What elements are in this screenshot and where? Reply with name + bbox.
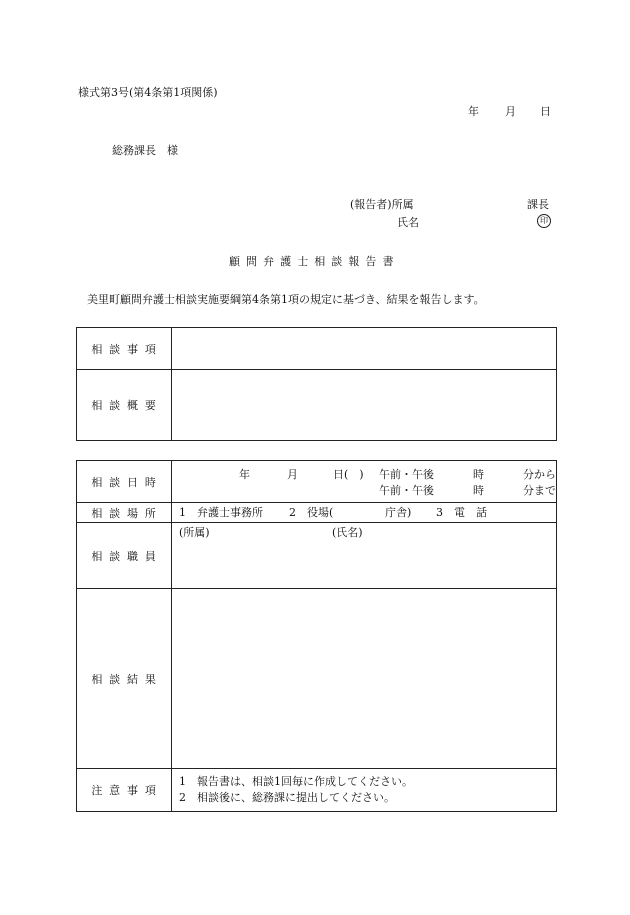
form-number: 様式第3号(第4条第1項関係) bbox=[78, 86, 218, 99]
result-field[interactable] bbox=[172, 589, 557, 769]
place-option-law-office[interactable]: 1 弁護士事務所 bbox=[179, 506, 263, 519]
addressee: 総務課長 様 bbox=[112, 144, 178, 157]
place-option-town-hall-end: 庁舎) bbox=[385, 506, 412, 519]
date-month-label: 月 bbox=[505, 105, 516, 118]
date-day-label: 日 bbox=[540, 105, 551, 118]
summary-label: 相談概要 bbox=[77, 370, 172, 441]
staff-name-label: (氏名) bbox=[332, 526, 363, 539]
consultation-detail-table bbox=[76, 460, 557, 812]
hour-start: 時 bbox=[473, 468, 484, 481]
note-2: 2 相談後に、総務課に提出してください。 bbox=[179, 791, 395, 804]
minute-to: 分まで bbox=[523, 484, 556, 497]
notes-field bbox=[172, 769, 557, 812]
document-title: 顧問弁護士相談報告書 bbox=[229, 255, 400, 268]
ampm-start: 午前・午後 bbox=[379, 468, 434, 481]
dt-year: 年 bbox=[239, 468, 250, 481]
subject-label: 相談事項 bbox=[77, 328, 172, 370]
place-field[interactable] bbox=[172, 503, 557, 523]
datetime-label: 相談日時 bbox=[77, 461, 172, 503]
subject-field[interactable] bbox=[172, 328, 557, 370]
date-year-label: 年 bbox=[468, 105, 479, 118]
staff-label: 相談職員 bbox=[77, 523, 172, 589]
consultation-summary-table bbox=[76, 327, 557, 441]
place-option-town-hall[interactable]: 2 役場( bbox=[289, 506, 334, 519]
intro-text: 美里町顧問弁護士相談実施要綱第4条第1項の規定に基づき、結果を報告します。 bbox=[87, 293, 485, 306]
minute-from: 分から bbox=[523, 468, 556, 481]
hour-end: 時 bbox=[473, 484, 484, 497]
place-label: 相談場所 bbox=[77, 503, 172, 523]
seal-mark: 印 bbox=[537, 214, 551, 228]
ampm-end: 午前・午後 bbox=[379, 484, 434, 497]
dt-month: 月 bbox=[287, 468, 298, 481]
place-option-phone[interactable]: 3 電 話 bbox=[436, 506, 487, 519]
notes-label: 注意事項 bbox=[77, 769, 172, 812]
dt-day: 日( ) bbox=[333, 468, 364, 481]
reporter-affiliation-label: (報告者)所属 bbox=[350, 198, 414, 211]
result-label: 相談結果 bbox=[77, 589, 172, 769]
reporter-name-label: 氏名 bbox=[397, 216, 419, 229]
note-1: 1 報告書は、相談1回毎に作成してください。 bbox=[179, 775, 413, 788]
staff-field[interactable] bbox=[172, 523, 557, 589]
reporter-title: 課長 bbox=[527, 198, 549, 211]
staff-affiliation-label: (所属) bbox=[179, 526, 210, 539]
datetime-field[interactable] bbox=[172, 461, 557, 503]
summary-field[interactable] bbox=[172, 370, 557, 441]
